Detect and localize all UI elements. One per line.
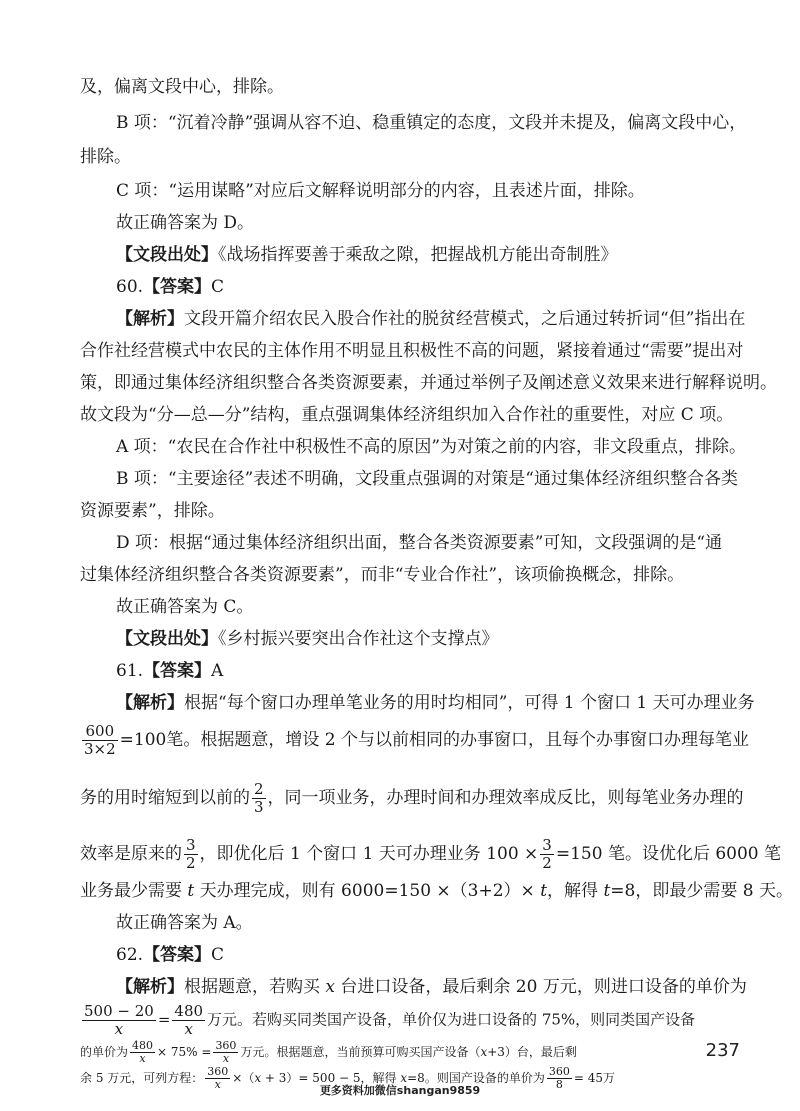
- fraction: $\frac{3}{2}$: [186, 836, 196, 872]
- fraction: $\frac{2}{3}$: [254, 780, 264, 816]
- text-run: =150 笔。设优化后 6000 笔: [555, 844, 782, 864]
- analysis-tag: 【解析】: [116, 693, 184, 713]
- answer-value: C: [211, 945, 225, 965]
- formula-line: [80, 722, 749, 758]
- answer-value: C: [211, 277, 225, 297]
- question-60-header: [116, 276, 740, 298]
- source-title: 《战场指挥要善于乘敌之隙，把握战机方能出奇制胜》: [218, 245, 618, 265]
- formula-line: [80, 780, 744, 816]
- text-line: 过集体经济组织整合各类资源要素”，而非“专业合作社”，该项偷换概念，排除。: [80, 565, 685, 585]
- analysis-line: [116, 692, 755, 714]
- answer-value: A: [211, 661, 224, 681]
- formula-line-62b: 的单价为 $\frac{480}{x}$ × 75% = $\frac{360}{x}$ 万元。根据题意，当前预算可购买国产设备（x+3）台，最后剩: [80, 1039, 577, 1065]
- question-62-header: [116, 944, 740, 966]
- fraction: $\frac{3}{2}$: [542, 836, 552, 872]
- source-line: [116, 628, 740, 650]
- question-number: 60.: [116, 277, 144, 297]
- correct-answer-line: 故正确答案为 A。: [116, 913, 253, 933]
- option-a-explanation: A 项：“农民在合作社中积极性不高的原因”为对策之前的内容，非文段重点，排除。: [116, 437, 747, 457]
- text-line: 策，即通过集体经济组织整合各类资源要素，并通过举例子及阐述意义效果来进行解释说明。: [80, 373, 777, 393]
- text-run: 万元。若购买同类国产设备，单价仅为进口设备的 75%，则同类国产设备: [207, 1010, 696, 1029]
- answer-tag: 【答案】: [143, 945, 212, 965]
- text-line: 故文段为“分—总—分”结构，重点强调集体经济组织加入合作社的重要性，对应 C 项。: [80, 405, 734, 425]
- page-number: 237: [705, 1040, 740, 1061]
- formula-line-62a: $\frac{500 - 20}{x}$ = $\frac{480}{x}$ 万元。若购买同类国产设备，单价仅为进口设备的 75%，则同类国产设备: [84, 1002, 696, 1038]
- fraction: $\frac{360}{x}$: [207, 1065, 229, 1091]
- fraction: $\frac{360}{8}$: [548, 1065, 570, 1091]
- option-d-explanation: D 项：根据“通过集体经济组织出面，整合各类资源要素”可知，文段强调的是“通: [116, 533, 723, 553]
- formula-line: [80, 836, 782, 872]
- text-line: 资源要素”，排除。: [80, 501, 225, 521]
- text-run: ，即优化后 1 个窗口 1 天可办理业务 100 ×: [199, 844, 539, 864]
- analysis-text: 文段开篇介绍农民入股合作社的脱贫经营模式，之后通过转折词“但”指出在: [184, 309, 746, 329]
- fraction: $\frac{480}{x}$: [174, 1002, 204, 1038]
- text-line: 合作社经营模式中农民的主体作用不明显且积极性不高的问题，紧接着通过“需要”提出对: [80, 341, 744, 361]
- fraction: $\frac{600}{3\times 2}$: [84, 722, 116, 758]
- formula-line-62c: 余 5 万元，可列方程： $\frac{360}{x}$ ×（x + 3）= 500 − 5，解得 x=8。则国产设备的单价为 $\frac{360}{8}$ = 45万: [80, 1065, 615, 1091]
- source-title: 《乡村振兴要突出合作社这个支撑点》: [218, 629, 499, 649]
- source-tag: 【文段出处】: [116, 629, 218, 649]
- answer-tag: 【答案】: [143, 277, 212, 297]
- text-line: 排除。: [80, 147, 131, 167]
- analysis-tag: 【解析】: [116, 977, 184, 997]
- question-number: 61.: [116, 661, 144, 681]
- correct-answer-line: 故正确答案为 C。: [116, 597, 254, 617]
- text-run: ，同一项业务，办理时间和办理效率成反比，则每笔业务办理的: [267, 788, 744, 808]
- text-line: 业务最少需要 t 天办理完成，则有 6000=150 ×（3+2）× t，解得 t=8，即最少需要 8 天。: [80, 881, 793, 901]
- question-number: 62.: [116, 945, 144, 965]
- analysis-tag: 【解析】: [116, 309, 184, 329]
- text-run: =100笔。根据题意，增设 2 个与以前相同的办事窗口，且每个办事窗口办理每笔业: [119, 730, 749, 750]
- fraction: $\frac{500 - 20}{x}$: [84, 1002, 154, 1038]
- answer-tag: 【答案】: [143, 661, 212, 681]
- analysis-line: [116, 308, 746, 330]
- correct-answer-line: 故正确答案为 D。: [116, 213, 255, 233]
- analysis-line: 【解析】根据题意，若购买 x 台进口设备，最后剩余 20 万元，则进口设备的单价为: [116, 977, 747, 997]
- text-run: 务的用时缩短到以前的: [80, 788, 250, 808]
- footer-watermark: 更多资料加微信shangan9859: [319, 1084, 481, 1097]
- option-b-explanation: B 项：“沉着冷静”强调从容不迫、稳重镇定的态度，文段并未提及，偏离文段中心，: [116, 113, 747, 133]
- fraction: $\frac{480}{x}$: [132, 1039, 154, 1065]
- question-61-header: [116, 660, 740, 682]
- analysis-text: 根据“每个窗口办理单笔业务的用时均相同”，可得 1 个窗口 1 天可办理业务: [184, 693, 755, 713]
- option-b-explanation: B 项：“主要途径”表述不明确，文段重点强调的对策是“通过集体经济组织整合各类: [116, 469, 738, 489]
- source-tag: 【文段出处】: [116, 245, 218, 265]
- fraction: $\frac{360}{x}$: [215, 1039, 237, 1065]
- source-line: [116, 244, 740, 266]
- option-c-explanation: C 项：“运用谋略”对应后文解释说明部分的内容，且表述片面，排除。: [116, 181, 645, 201]
- text-line: 及，偏离文段中心，排除。: [80, 77, 284, 97]
- text-run: 效率是原来的: [80, 844, 182, 864]
